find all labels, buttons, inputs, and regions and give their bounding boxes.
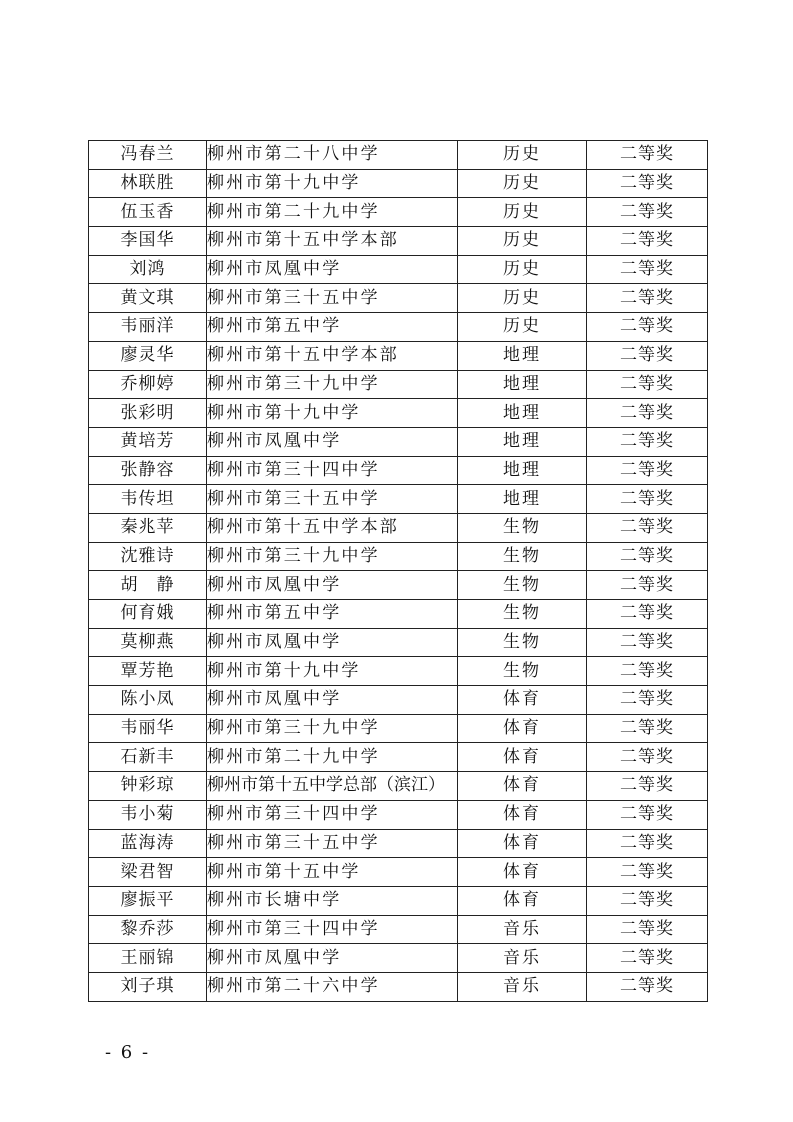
subject-cell: 音乐 (458, 944, 587, 973)
table-row (89, 571, 708, 600)
subject-cell: 体育 (458, 858, 587, 887)
award-table (88, 140, 708, 1002)
table-row (89, 829, 708, 858)
school-cell: 柳州市第五中学 (207, 313, 458, 342)
school-cell: 柳州市第三十五中学 (207, 829, 458, 858)
table-row (89, 227, 708, 256)
award-level-cell: 二等奖 (587, 743, 708, 772)
table-row (89, 456, 708, 485)
subject-cell: 生物 (458, 600, 587, 629)
school-cell: 柳州市第二十八中学 (207, 141, 458, 170)
winner-name-cell: 张静容 (89, 456, 207, 485)
table-row (89, 485, 708, 514)
award-level-cell: 二等奖 (587, 198, 708, 227)
school-cell: 柳州市第二十六中学 (207, 972, 458, 1001)
award-level-cell: 二等奖 (587, 456, 708, 485)
award-level-cell: 二等奖 (587, 944, 708, 973)
winner-name-cell: 伍玉香 (89, 198, 207, 227)
award-level-cell: 二等奖 (587, 657, 708, 686)
winner-name-cell: 覃芳艳 (89, 657, 207, 686)
school-cell: 柳州市第三十四中学 (207, 800, 458, 829)
table-row (89, 341, 708, 370)
table-row (89, 284, 708, 313)
subject-cell: 历史 (458, 141, 587, 170)
subject-cell: 生物 (458, 571, 587, 600)
subject-cell: 地理 (458, 341, 587, 370)
table-row (89, 657, 708, 686)
winner-name-cell: 廖灵华 (89, 341, 207, 370)
award-level-cell: 二等奖 (587, 915, 708, 944)
winner-name-cell: 韦丽洋 (89, 313, 207, 342)
award-level-cell: 二等奖 (587, 370, 708, 399)
subject-cell: 生物 (458, 657, 587, 686)
award-level-cell: 二等奖 (587, 600, 708, 629)
school-cell: 柳州市第三十五中学 (207, 485, 458, 514)
award-level-cell: 二等奖 (587, 886, 708, 915)
table-row (89, 542, 708, 571)
award-level-cell: 二等奖 (587, 485, 708, 514)
table-row (89, 944, 708, 973)
winner-name-cell: 廖振平 (89, 886, 207, 915)
winner-name-cell: 韦传坦 (89, 485, 207, 514)
table-row (89, 427, 708, 456)
subject-cell: 音乐 (458, 915, 587, 944)
winner-name-cell: 黄文琪 (89, 284, 207, 313)
school-cell: 柳州市第三十五中学 (207, 284, 458, 313)
table-row (89, 886, 708, 915)
table-row (89, 399, 708, 428)
subject-cell: 音乐 (458, 972, 587, 1001)
award-level-cell: 二等奖 (587, 284, 708, 313)
school-cell: 柳州市第五中学 (207, 600, 458, 629)
school-cell: 柳州市第二十九中学 (207, 743, 458, 772)
winner-name-cell: 黎乔莎 (89, 915, 207, 944)
winner-name-cell: 蓝海涛 (89, 829, 207, 858)
subject-cell: 历史 (458, 198, 587, 227)
award-level-cell: 二等奖 (587, 714, 708, 743)
subject-cell: 体育 (458, 686, 587, 715)
table-row (89, 600, 708, 629)
subject-cell: 体育 (458, 743, 587, 772)
table-row (89, 714, 708, 743)
winner-name-cell: 石新丰 (89, 743, 207, 772)
winner-name-cell: 韦小菊 (89, 800, 207, 829)
award-level-cell: 二等奖 (587, 255, 708, 284)
subject-cell: 历史 (458, 255, 587, 284)
school-cell: 柳州市第三十九中学 (207, 542, 458, 571)
winner-name-cell: 梁君智 (89, 858, 207, 887)
table-row (89, 915, 708, 944)
table-row (89, 772, 708, 801)
award-level-cell: 二等奖 (587, 800, 708, 829)
winner-name-cell: 秦兆苹 (89, 513, 207, 542)
winner-name-cell: 胡 静 (89, 571, 207, 600)
school-cell: 柳州市长塘中学 (207, 886, 458, 915)
school-cell: 柳州市第十五中学本部 (207, 341, 458, 370)
school-cell: 柳州市第二十九中学 (207, 198, 458, 227)
award-level-cell: 二等奖 (587, 141, 708, 170)
award-level-cell: 二等奖 (587, 628, 708, 657)
winner-name-cell: 李国华 (89, 227, 207, 256)
winner-name-cell: 冯春兰 (89, 141, 207, 170)
award-level-cell: 二等奖 (587, 542, 708, 571)
subject-cell: 生物 (458, 513, 587, 542)
table-row (89, 972, 708, 1001)
subject-cell: 体育 (458, 800, 587, 829)
school-cell: 柳州市凤凰中学 (207, 944, 458, 973)
school-cell: 柳州市第十五中学本部 (207, 227, 458, 256)
winner-name-cell: 刘鸿 (89, 255, 207, 284)
subject-cell: 体育 (458, 829, 587, 858)
subject-cell: 生物 (458, 628, 587, 657)
award-level-cell: 二等奖 (587, 169, 708, 198)
subject-cell: 地理 (458, 427, 587, 456)
subject-cell: 地理 (458, 399, 587, 428)
winner-name-cell: 刘子琪 (89, 972, 207, 1001)
award-level-cell: 二等奖 (587, 686, 708, 715)
school-cell: 柳州市第十九中学 (207, 169, 458, 198)
table-row (89, 743, 708, 772)
award-table-body (89, 141, 708, 1002)
subject-cell: 地理 (458, 456, 587, 485)
table-row (89, 513, 708, 542)
school-cell: 柳州市凤凰中学 (207, 255, 458, 284)
winner-name-cell: 莫柳燕 (89, 628, 207, 657)
table-row (89, 255, 708, 284)
award-level-cell: 二等奖 (587, 829, 708, 858)
winner-name-cell: 黄培芳 (89, 427, 207, 456)
award-level-cell: 二等奖 (587, 972, 708, 1001)
school-cell: 柳州市凤凰中学 (207, 427, 458, 456)
winner-name-cell: 王丽锦 (89, 944, 207, 973)
school-cell: 柳州市第十五中学本部 (207, 513, 458, 542)
subject-cell: 体育 (458, 714, 587, 743)
table-row (89, 141, 708, 170)
award-level-cell: 二等奖 (587, 313, 708, 342)
subject-cell: 体育 (458, 772, 587, 801)
school-cell: 柳州市第三十九中学 (207, 714, 458, 743)
award-level-cell: 二等奖 (587, 227, 708, 256)
winner-name-cell: 乔柳婷 (89, 370, 207, 399)
school-cell: 柳州市第三十九中学 (207, 370, 458, 399)
table-row (89, 686, 708, 715)
table-row (89, 858, 708, 887)
subject-cell: 生物 (458, 542, 587, 571)
winner-name-cell: 韦丽华 (89, 714, 207, 743)
award-level-cell: 二等奖 (587, 399, 708, 428)
award-level-cell: 二等奖 (587, 571, 708, 600)
school-cell: 柳州市凤凰中学 (207, 571, 458, 600)
school-cell: 柳州市凤凰中学 (207, 686, 458, 715)
winner-name-cell: 张彩明 (89, 399, 207, 428)
subject-cell: 地理 (458, 370, 587, 399)
school-cell: 柳州市第十九中学 (207, 657, 458, 686)
school-cell: 柳州市第三十四中学 (207, 456, 458, 485)
award-level-cell: 二等奖 (587, 341, 708, 370)
award-level-cell: 二等奖 (587, 858, 708, 887)
winner-name-cell: 林联胜 (89, 169, 207, 198)
award-level-cell: 二等奖 (587, 427, 708, 456)
subject-cell: 历史 (458, 313, 587, 342)
table-row (89, 628, 708, 657)
page-number: - 6 - (105, 1042, 151, 1063)
subject-cell: 历史 (458, 169, 587, 198)
award-level-cell: 二等奖 (587, 513, 708, 542)
subject-cell: 历史 (458, 227, 587, 256)
table-row (89, 313, 708, 342)
award-level-cell: 二等奖 (587, 772, 708, 801)
winner-name-cell: 沈雅诗 (89, 542, 207, 571)
table-row (89, 169, 708, 198)
winner-name-cell: 陈小凤 (89, 686, 207, 715)
winner-name-cell: 何育娥 (89, 600, 207, 629)
winner-name-cell: 钟彩琼 (89, 772, 207, 801)
table-row (89, 800, 708, 829)
school-cell: 柳州市第三十四中学 (207, 915, 458, 944)
subject-cell: 地理 (458, 485, 587, 514)
subject-cell: 历史 (458, 284, 587, 313)
table-row (89, 370, 708, 399)
subject-cell: 体育 (458, 886, 587, 915)
school-cell: 柳州市第十九中学 (207, 399, 458, 428)
school-cell: 柳州市第十五中学 (207, 858, 458, 887)
school-cell: 柳州市凤凰中学 (207, 628, 458, 657)
school-cell: 柳州市第十五中学总部（滨江） (207, 772, 458, 801)
table-row (89, 198, 708, 227)
